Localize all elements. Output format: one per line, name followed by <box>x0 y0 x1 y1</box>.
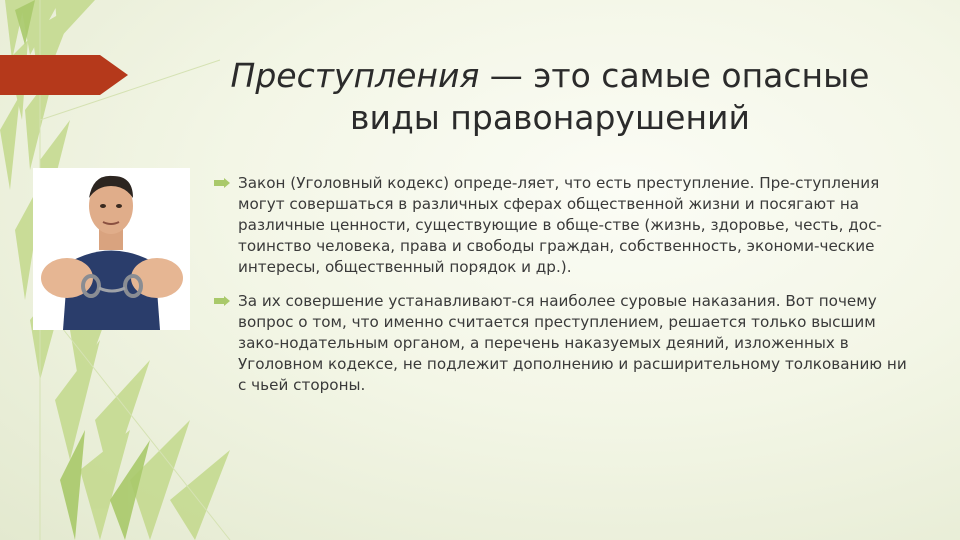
bullet-item <box>214 291 919 396</box>
slide-title <box>195 55 905 139</box>
bullet-list <box>214 173 919 409</box>
title-rest-part: — это самые опасные виды правонарушений <box>350 56 870 137</box>
title-accent-tab <box>0 51 130 99</box>
arrow-bullet-icon <box>214 296 230 306</box>
handcuffed-man-photo <box>33 168 190 330</box>
bullet-item <box>214 173 919 278</box>
bullet-text: Закон (Уголовный кодекс) опреде-ляет, что есть преступление. Пре-ступления могут совершаться в различных сферах общественной жизни и посягают на различные ценности, существующие в обще-стве (жизнь, здоровье, честь, дос-тоинство человека, права и свободы граждан, собственность, экономи-ческие интересы, общественный порядок и др.). <box>238 174 882 276</box>
arrow-bullet-icon <box>214 178 230 188</box>
handcuffed-man-illustration <box>33 168 190 330</box>
bullet-text: За их совершение устанавливают-ся наиболее суровые наказания. Вот почему вопрос о том, что именно считается преступлением, решается только высшим зако-нодательным органом, а перечень наказуемых деяний, изложенных в Уголовном кодексе, не подлежит дополнению и расширительному толкованию ни с чьей стороны. <box>238 292 907 394</box>
title-italic-part: Преступления <box>230 56 480 95</box>
